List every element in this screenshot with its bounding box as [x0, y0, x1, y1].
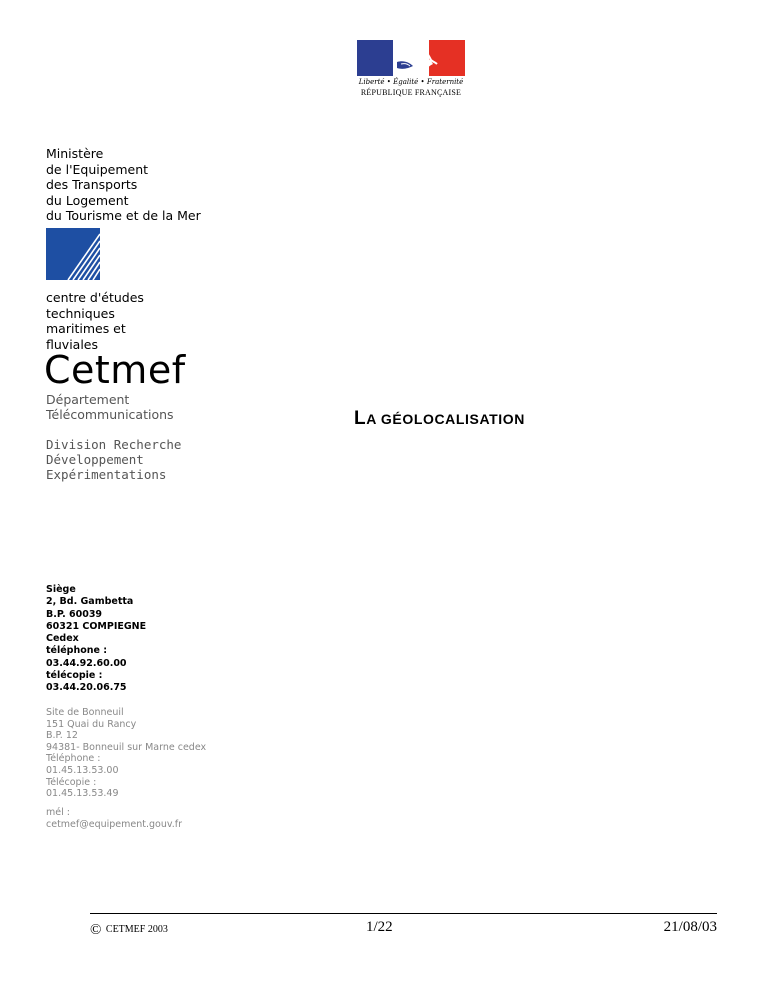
site-line: Télécopie : [46, 776, 97, 788]
siege-line: télécopie : [46, 670, 103, 682]
site-line: 01.45.13.53.49 [46, 788, 119, 800]
republique-francaise-logo [357, 40, 465, 97]
ministry-line: du Logement [46, 192, 129, 208]
site-line: 151 Quai du Rancy [46, 718, 137, 730]
department-line: Département [46, 392, 130, 407]
siege-line: 03.44.20.06.75 [46, 682, 127, 694]
siege-line: 60321 COMPIEGNE [46, 620, 147, 632]
ministry-line: Ministère [46, 146, 104, 161]
site-line: 94381- Bonneuil sur Marne cedex [46, 741, 207, 753]
centre-line: centre d'études [46, 290, 144, 305]
siege-address [46, 584, 146, 695]
siege-line: Cedex [46, 633, 79, 645]
footer-copyright [90, 922, 168, 939]
centre-description [46, 290, 144, 352]
siege-line: 2, Bd. Gambetta [46, 596, 134, 608]
mail-label: mél : [46, 807, 70, 818]
ministry-block [46, 146, 201, 224]
division-line: Développement [46, 452, 144, 467]
centre-line: fluviales [46, 336, 99, 352]
ministry-line: du Tourisme et de la Mer [46, 208, 201, 223]
division-block [46, 437, 181, 482]
ministry-line: des Transports [46, 177, 138, 192]
logo-republic-name: RÉPUBLIQUE FRANÇAISE [360, 88, 462, 97]
division-line: Division Recherche [46, 437, 182, 452]
brand-name: Cetmef [44, 348, 186, 392]
title-initial: L [354, 408, 367, 429]
title-rest: A GÉOLOCALISATION [366, 411, 525, 427]
site-address [46, 707, 206, 800]
site-line: Téléphone : [46, 753, 101, 765]
ministry-line: de l'Equipement [46, 161, 149, 177]
centre-line: maritimes et [46, 321, 126, 336]
site-line: Site de Bonneuil [46, 707, 124, 718]
siege-line: téléphone : [46, 645, 108, 657]
ministry-emblem [46, 228, 100, 280]
marianne-icon [357, 40, 465, 76]
mail-contact [46, 807, 182, 831]
siege-line: B.P. 60039 [46, 608, 103, 620]
site-line: B.P. 12 [46, 730, 78, 742]
site-line: 01.45.13.53.00 [46, 764, 119, 776]
document-title [354, 408, 525, 430]
siege-line: 03.44.92.60.00 [46, 657, 127, 669]
footer-divider [90, 913, 717, 914]
logo-motto: Liberté • Égalité • Fraternité [358, 78, 464, 86]
centre-line: techniques [46, 305, 115, 321]
mail-address: cetmef@equipement.gouv.fr [46, 819, 183, 830]
department-line: Télécommunications [46, 407, 174, 422]
stripes-emblem-icon [46, 228, 100, 280]
footer-date: 21/08/03 [663, 919, 717, 935]
page-number: 1/22 [366, 919, 393, 935]
copyright-symbol: © [90, 922, 102, 938]
department-block [46, 392, 174, 422]
division-line: Expérimentations [46, 467, 167, 482]
siege-line: Siège [46, 584, 76, 595]
copyright-text: CETMEF 2003 [105, 924, 168, 935]
